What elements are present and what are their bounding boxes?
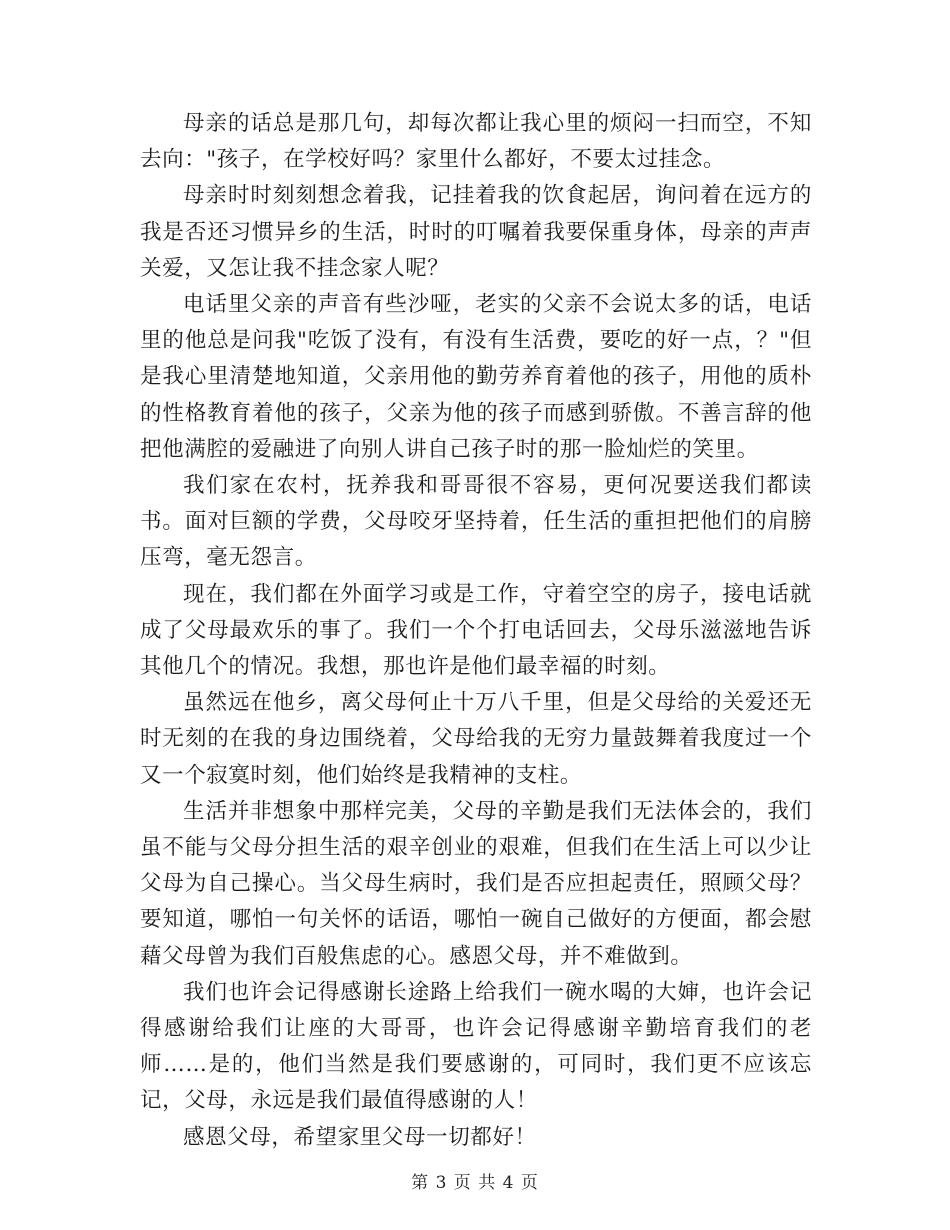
paragraph: 我们家在农村，抚养我和哥哥很不容易，更何况要送我们都读书。面对巨额的学费，父母咬牙坚持着，任生活的重担把他们的肩膀压弯，毫无怨言。 xyxy=(140,473,812,571)
paragraph: 生活并非想象中那样完美，父母的辛勤是我们无法体会的，我们虽不能与父母分担生活的艰辛创业的艰难，但我们在生活上可以少让父母为自己操心。当父母生病时，我们是否应担起责任，照顾父母？要知道，哪怕一句关怀的话语，哪怕一碗自己做好的方便面，都会慰藉父母曾为我们百般焦虑的心。感恩父母，并不难做到。 xyxy=(140,798,812,969)
paragraph: 现在，我们都在外面学习或是工作，守着空空的房子，接电话就成了父母最欢乐的事了。我们一个个打电话回去，父母乐滋滋地告诉其他几个的情况。我想，那也许是他们最幸福的时刻。 xyxy=(140,581,812,680)
paragraph: 母亲时时刻刻想念着我，记挂着我的饮食起居，询问着在远方的我是否还习惯异乡的生活，时时的叮嘱着我要保重身体，母亲的声声关爱，又怎让我不挂念家人呢？ xyxy=(140,183,812,281)
paragraph: 母亲的话总是那几句，却每次都让我心里的烦闷一扫而空，不知去向："孩子，在学校好吗？家里什么都好，不要太过挂念。 xyxy=(140,111,812,173)
paragraph: 我们也许会记得感谢长途路上给我们一碗水喝的大婶，也许会记得感谢给我们让座的大哥哥，也许会记得感谢辛勤培育我们的老师……是的，他们当然是我们要感谢的，可同时，我们更不应该忘记，父母，永远是我们最值得感谢的人！ xyxy=(140,979,812,1114)
page-footer: 第 3 页 共 4 页 xyxy=(411,1173,539,1193)
paragraph: 电话里父亲的声音有些沙哑，老实的父亲不会说太多的话，电话里的他总是问我"吃饭了没有，有没有生活费，要吃的好一点，？"但是我心里清楚地知道，父亲用他的勤劳养育着他的孩子，用他的质朴的性格教育着他的孩子，父亲为他的孩子而感到骄傲。不善言辞的他把他满腔的爱融进了向别人讲自己孩子时的那一脸灿烂的笑里。 xyxy=(140,292,812,462)
paragraph: 虽然远在他乡，离父母何止十万八千里，但是父母给的关爱还无时无刻的在我的身边围绕着，父母给我的无穷力量鼓舞着我度过一个又一个寂寞时刻，他们始终是我精神的支柱。 xyxy=(140,690,812,788)
document-body xyxy=(140,106,812,1156)
paragraph: 感恩父母，希望家里父母一切都好！ xyxy=(183,1124,537,1150)
